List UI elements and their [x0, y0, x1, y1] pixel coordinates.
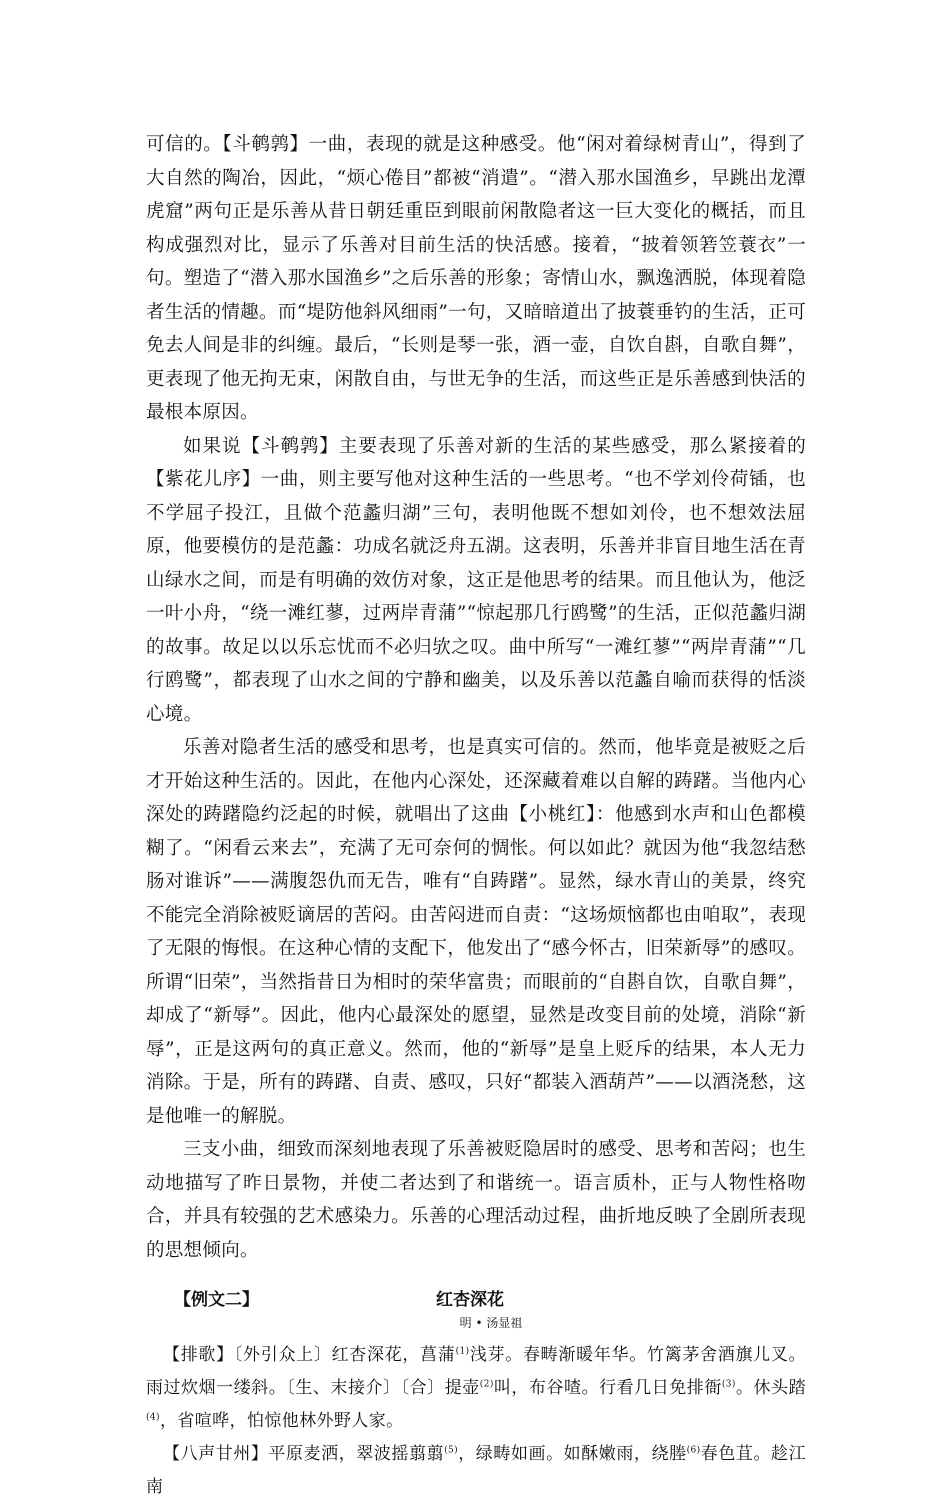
- commentary-paragraph: 三支小曲，细致而深刻地表现了乐善被贬隐居时的感受、思考和苦闷；也生动地描写了昨日景物，并使二者达到了和谐统一。语言质朴，正与人物性格吻合，并具有较强的艺术感染力。乐善的心理活动过程，曲折地反映了全剧所表现的思想倾向。: [146, 1139, 806, 1261]
- verse-text: 浅芽。春畴渐暖年华。竹篱茅舍酒旗儿叉。雨过炊烟一缕斜。〔生、末接介〕〔合〕提壶: [146, 1345, 806, 1398]
- verse-text: 春色苴。趁江南: [146, 1444, 807, 1497]
- commentary-paragraph: 可信的。【斗鹌鹑】一曲，表现的就是这种感受。他“闲对着绿树青山”，得到了大自然的陶冶，因此，“烦心倦目”都被“消遣”。“潜入那水国渔乡，早跳出龙潭虎窟”两句正是乐善从昔日朝廷重臣到眼前闲散隐者这一巨大变化的概括，而且构成强烈对比，显示了乐善对目前生活的快活感。接着，“披着领箬笠蓑衣”一句。塑造了“潜入那水国渔乡”之后乐善的形象；寄情山水，飘逸洒脱，体现着隐者生活的情趣。而“堤防他斜风细雨”一句，又暗暗道出了披蓑垂钓的生活，正可免去人间是非的纠缠。最后，“长则是琴一张，酒一壶，自饮自斟，自歌自舞”，更表现了他无拘无束，闲散自由，与世无争的生活，而这些正是乐善感到快活的最根本原因。: [146, 134, 806, 423]
- footnote-marker: (3): [721, 1379, 736, 1390]
- verse-paragraph: [146, 1438, 806, 1504]
- author-line: 明 • 汤显祖: [459, 1316, 523, 1330]
- footnote-marker: (4): [146, 1412, 160, 1423]
- example-title: 红杏深花: [436, 1290, 504, 1310]
- verse-text: 【八声甘州】平原麦洒，翠波摇翦翦: [163, 1444, 445, 1464]
- footnote-marker: (6): [686, 1445, 701, 1456]
- footnote-marker: (1): [455, 1346, 470, 1357]
- verse-text: 叫，布谷喳。行看几日免排衙: [493, 1378, 722, 1398]
- verse-text: 。休头踏: [735, 1378, 806, 1398]
- verse-text: 【排歌】〔外引众上〕红杏深花，菖蒲: [163, 1345, 456, 1365]
- verse-paragraph: [146, 1339, 806, 1438]
- verse-text: ，绿畴如画。如酥嫩雨，绕塍: [458, 1444, 687, 1464]
- commentary-paragraph: 乐善对隐者生活的感受和思考，也是真实可信的。然而，他毕竟是被贬之后才开始这种生活的。因此，在他内心深处，还深藏着难以自解的踌躇。当他内心深处的踌躇隐约泛起的时候，就唱出了这曲【小桃红】：他感到水声和山色都模糊了。“闲看云来去”，充满了无可奈何的惆怅。何以如此？就因为他“我忽结愁肠对谁诉”——满腹怨仇而无告，唯有“自踌躇”。显然，绿水青山的美景，终究不能完全消除被贬谪居的苦闷。由苦闷进而自责：“这场烦恼都也由咱取”，表现了无限的悔恨。在这种心情的支配下，他发出了“感今怀古，旧荣新辱”的感叹。所谓“旧荣”，当然指昔日为相时的荣华富贵；而眼前的“自斟自饮，自歌自舞”，却成了“新辱”。因此，他内心最深处的愿望，显然是改变目前的处境，消除“新辱”，正是这两句的真正意义。然而，他的“新辱”是皇上贬斥的结果，本人无力消除。于是，所有的踌躇、自责、感叹，只好“都装入酒葫芦”——以酒浇愁，这是他唯一的解脱。: [146, 737, 806, 1127]
- footnote-marker: (5): [444, 1445, 459, 1456]
- example-header: [146, 1279, 806, 1313]
- document-page: [146, 128, 806, 1504]
- example-label: 【例文二】: [174, 1290, 259, 1310]
- footnote-marker: (2): [479, 1379, 494, 1390]
- verse-text: ，省喧哗，怕惊他林外野人家。: [159, 1411, 404, 1431]
- commentary-paragraph: 如果说【斗鹌鹑】主要表现了乐善对新的生活的某些感受，那么紧接着的【紫花儿序】一曲，则主要写他对这种生活的一些思考。“也不学刘伶荷锸，也不学屈子投江，且做个范蠡归湖”三句，表明他既不想如刘伶，也不想效法屈原，他要模仿的是范蠡：功成名就泛舟五湖。这表明，乐善并非盲目地生活在青山绿水之间，而是有明确的效仿对象，这正是他思考的结果。而且他认为，他泛一叶小舟，“绕一滩红蓼，过两岸青蒲”“惊起那几行鸥鹭”的生活，正似范蠡归湖的故事。故足以以乐忘忧而不必归欤之叹。曲中所写“一滩红蓼”“两岸青蒲”“几行鸥鹭”，都表现了山水之间的宁静和幽美，以及乐善以范蠡自喻而获得的恬淡心境。: [146, 435, 806, 725]
